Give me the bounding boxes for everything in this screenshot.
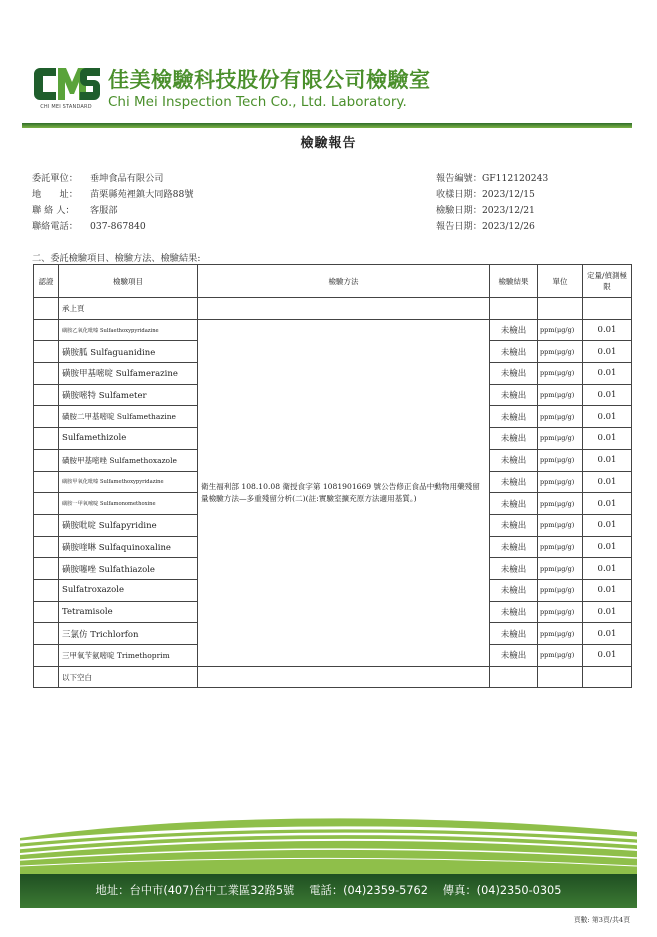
item-name: 磺胺噻唑 Sulfathiazole: [59, 558, 198, 580]
table-header-row: [34, 265, 632, 298]
table-row-end: [34, 666, 632, 688]
company-name-english: Chi Mei Inspection Tech Co., Ltd. Laboratory.: [108, 94, 407, 110]
page-number: 頁數: 第3頁/共4頁: [573, 916, 630, 924]
item-name: 磺胺一甲氧嘧啶 Sulfamonomethoxine: [59, 493, 198, 515]
item-result: 未檢出: [490, 471, 538, 493]
item-limit: 0.01: [583, 471, 632, 493]
item-name: 三甲氧苄氨嘧啶 Trimethoprim: [59, 645, 198, 667]
item-unit: ppm(μg/g): [538, 645, 583, 667]
report-date-line: [436, 218, 535, 232]
item-result: 未檢出: [490, 558, 538, 580]
item-result: 未檢出: [490, 449, 538, 471]
receive-date-value: 2023/12/15: [481, 189, 535, 200]
table-row-continued: [34, 298, 632, 320]
footer-contact-text: 地址：台中市(407)台中工業區32路5號 電話：(04)2359-5762 傳真：(04)2350-0305: [95, 884, 562, 897]
item-result: 未檢出: [490, 406, 538, 428]
results-table: [33, 264, 632, 688]
client-phone-label: 聯絡電話：: [32, 221, 78, 232]
table-row: [34, 319, 632, 341]
item-limit: 0.01: [583, 449, 632, 471]
item-name: 磺胺乙氧化吡嗪 Sulfaethoxypyridazine: [59, 319, 198, 341]
item-unit: ppm(μg/g): [538, 536, 583, 558]
item-limit: 0.01: [583, 384, 632, 406]
item-name: 磺胺喹啉 Sulfaquinoxaline: [59, 536, 198, 558]
item-unit: ppm(μg/g): [538, 363, 583, 385]
item-limit: 0.01: [583, 601, 632, 623]
item-unit: ppm(μg/g): [538, 579, 583, 601]
report-date-label: 報告日期：: [436, 221, 482, 232]
client-contact-label: 聯 絡 人：: [32, 205, 75, 216]
header-limit: 定量/偵測極限: [583, 265, 632, 298]
item-limit: 0.01: [583, 623, 632, 645]
item-name: 磺胺胍 Sulfaguanidine: [59, 341, 198, 363]
header-unit: 單位: [538, 265, 583, 298]
item-unit: ppm(μg/g): [538, 319, 583, 341]
item-unit: ppm(μg/g): [538, 341, 583, 363]
item-result: 未檢出: [490, 493, 538, 515]
test-method-text: 衛生福利部 108.10.08 衛授食字第 1081901669 號公告修正食品中動物用藥殘留量檢驗方法—多重殘留分析(二)(註:實驗室擴充原方法適用基質。): [198, 319, 490, 666]
item-name: 磺胺甲氧化吡嗪 Sulfamethoxypyridazine: [59, 471, 198, 493]
test-date-value: 2023/12/21: [481, 205, 535, 216]
item-limit: 0.01: [583, 536, 632, 558]
client-contact-line: [32, 202, 118, 216]
item-unit: ppm(μg/g): [538, 471, 583, 493]
item-result: 未檢出: [490, 601, 538, 623]
report-title: 檢驗報告: [300, 136, 357, 151]
item-name: 磺胺吡啶 Sulfapyridine: [59, 514, 198, 536]
header-divider: [22, 123, 632, 128]
client-address-label: 地 址：: [32, 189, 78, 200]
test-date-line: [436, 202, 535, 216]
item-limit: 0.01: [583, 363, 632, 385]
header-test-item: 檢驗項目: [59, 265, 198, 298]
header-test-method: 檢驗方法: [198, 265, 490, 298]
item-unit: ppm(μg/g): [538, 601, 583, 623]
item-limit: 0.01: [583, 341, 632, 363]
item-unit: ppm(μg/g): [538, 428, 583, 450]
item-unit: ppm(μg/g): [538, 514, 583, 536]
client-unit-label: 委託單位：: [32, 173, 78, 184]
client-unit-value: 垂坤食品有限公司: [90, 173, 164, 184]
end-note: 以下空白: [59, 666, 198, 688]
item-unit: ppm(μg/g): [538, 493, 583, 515]
item-result: 未檢出: [490, 579, 538, 601]
item-limit: 0.01: [583, 514, 632, 536]
item-result: 未檢出: [490, 536, 538, 558]
client-address-value: 苗栗縣苑裡鎮大同路88號: [90, 189, 194, 200]
item-limit: 0.01: [583, 558, 632, 580]
item-name: Tetramisole: [59, 601, 198, 623]
header-result: 檢驗結果: [490, 265, 538, 298]
item-result: 未檢出: [490, 341, 538, 363]
report-number-label: 報告編號：: [436, 173, 482, 184]
item-result: 未檢出: [490, 363, 538, 385]
item-name: Sulfatroxazole: [59, 579, 198, 601]
section-title: 二、委託檢驗項目、檢驗方法、檢驗結果:: [32, 253, 201, 264]
item-name: 三氯仿 Trichlorfon: [59, 623, 198, 645]
client-address-line: [32, 186, 194, 200]
item-result: 未檢出: [490, 623, 538, 645]
item-unit: ppm(μg/g): [538, 623, 583, 645]
item-unit: ppm(μg/g): [538, 558, 583, 580]
item-result: 未檢出: [490, 384, 538, 406]
receive-date-line: [436, 186, 535, 200]
item-unit: ppm(μg/g): [538, 449, 583, 471]
item-limit: 0.01: [583, 579, 632, 601]
item-limit: 0.01: [583, 645, 632, 667]
report-date-value: 2023/12/26: [481, 221, 535, 232]
item-result: 未檢出: [490, 645, 538, 667]
client-phone-line: [32, 218, 146, 232]
report-number-line: [436, 170, 548, 184]
item-result: 未檢出: [490, 514, 538, 536]
item-result: 未檢出: [490, 428, 538, 450]
item-limit: 0.01: [583, 428, 632, 450]
item-name: 磺胺二甲基嘧啶 Sulfamethazine: [59, 406, 198, 428]
client-phone-value: 037-867840: [90, 221, 146, 232]
item-name: 磺胺甲基嘧啶 Sulfamerazine: [59, 363, 198, 385]
item-unit: ppm(μg/g): [538, 406, 583, 428]
client-unit-line: [32, 170, 164, 184]
item-limit: 0.01: [583, 406, 632, 428]
report-number-value: GF112120243: [481, 173, 549, 184]
item-result: 未檢出: [490, 319, 538, 341]
test-date-label: 檢驗日期：: [436, 205, 482, 216]
continued-text: 承上頁: [59, 298, 198, 320]
client-contact-value: 客服部: [90, 205, 118, 216]
item-name: Sulfamethizole: [59, 428, 198, 450]
item-unit: ppm(μg/g): [538, 384, 583, 406]
item-name: 磺胺嘧特 Sulfameter: [59, 384, 198, 406]
item-name: 磺胺甲基嘧唑 Sulfamethoxazole: [59, 449, 198, 471]
item-limit: 0.01: [583, 319, 632, 341]
item-limit: 0.01: [583, 493, 632, 515]
logo-subtitle: CHI MEI STANDARD: [40, 104, 92, 110]
company-name-chinese: 佳美檢驗科技股份有限公司檢驗室: [108, 68, 431, 92]
header-accreditation: 認證: [34, 265, 59, 298]
receive-date-label: 收樣日期：: [436, 189, 482, 200]
